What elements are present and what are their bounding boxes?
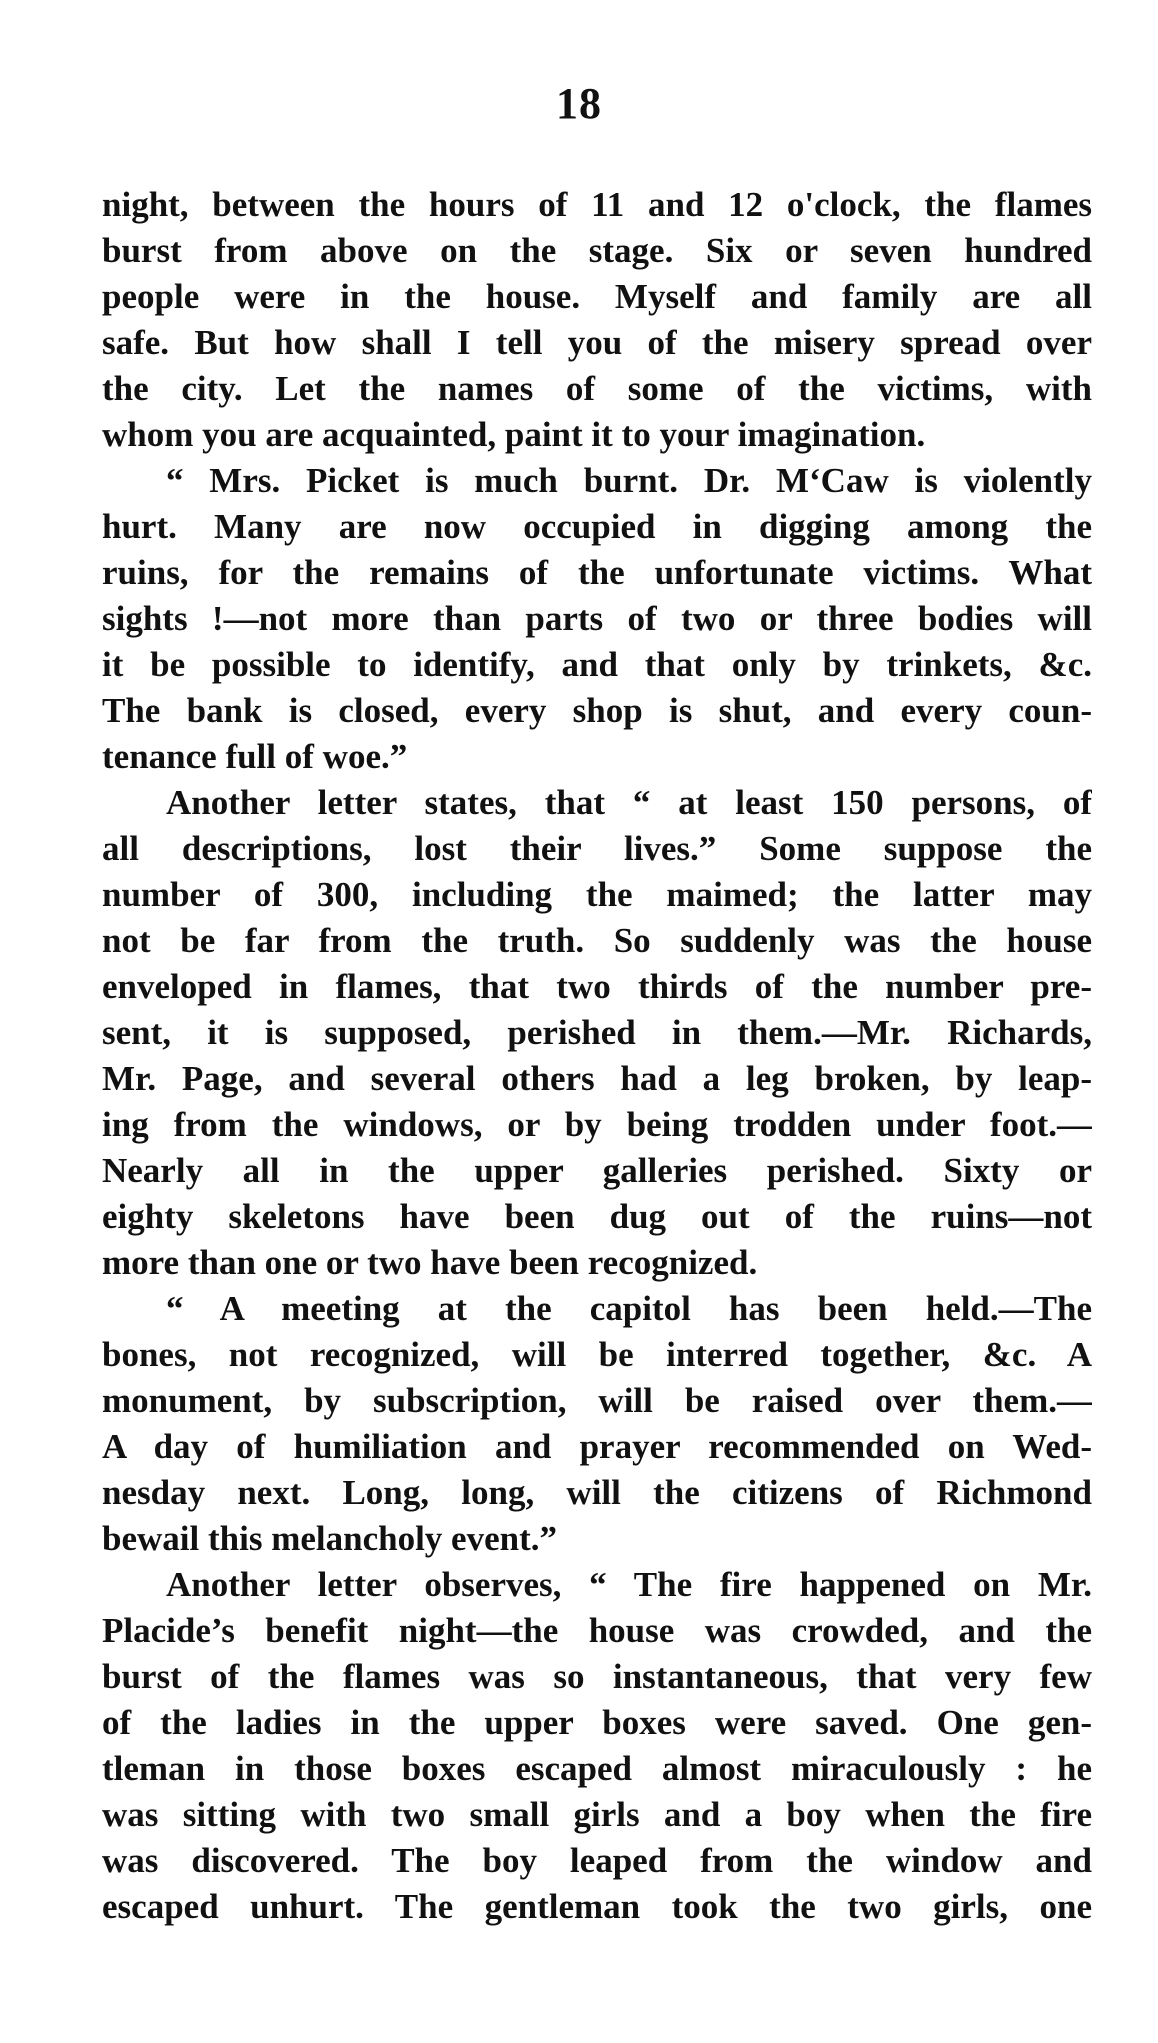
text-line: bones, not recognized, will be interred together, &c. A — [102, 1335, 1092, 1374]
body-text — [102, 182, 1092, 1930]
text-line: monument, by subscription, will be raised over them.— — [102, 1381, 1092, 1420]
text-line: burst of the flames was so instantaneous, that very few — [102, 1657, 1092, 1696]
text-line: not be far from the truth. So suddenly was the house — [102, 921, 1092, 960]
text-line: Nearly all in the upper galleries perished. Sixty or — [102, 1151, 1092, 1190]
text-line: Another letter observes, “ The fire happened on Mr. — [166, 1565, 1092, 1604]
text-line: sights !—not more than parts of two or three bodies will — [102, 599, 1092, 638]
text-line: The bank is closed, every shop is shut, and every coun- — [102, 691, 1092, 730]
text-line: A day of humiliation and prayer recommended on Wed- — [102, 1427, 1092, 1466]
text-line: safe. But how shall I tell you of the misery spread over — [102, 323, 1092, 362]
text-line: of the ladies in the upper boxes were saved. One gen- — [102, 1703, 1092, 1742]
text-line: burst from above on the stage. Six or seven hundred — [102, 231, 1092, 270]
text-line: bewail this melancholy event.” — [102, 1519, 557, 1558]
text-line: “ A meeting at the capitol has been held.—The — [166, 1289, 1092, 1328]
text-line: was sitting with two small girls and a boy when the fire — [102, 1795, 1092, 1834]
text-line: Placide’s benefit night—the house was crowded, and the — [102, 1611, 1092, 1650]
text-line: Mr. Page, and several others had a leg broken, by leap- — [102, 1059, 1092, 1098]
text-line: tleman in those boxes escaped almost miraculously : he — [102, 1749, 1092, 1788]
page-number: 18 — [556, 79, 602, 128]
text-line: the city. Let the names of some of the victims, with — [102, 369, 1092, 408]
text-line: it be possible to identify, and that only by trinkets, &c. — [102, 645, 1092, 684]
text-line: number of 300, including the maimed; the latter may — [102, 875, 1092, 914]
text-line: eighty skeletons have been dug out of the ruins—not — [102, 1197, 1092, 1236]
text-line: people were in the house. Myself and family are all — [102, 277, 1092, 316]
text-line: Another letter states, that “ at least 150 persons, of — [166, 783, 1092, 822]
text-line: escaped unhurt. The gentleman took the two girls, one — [102, 1887, 1092, 1926]
text-line: was discovered. The boy leaped from the window and — [102, 1841, 1092, 1880]
text-line: more than one or two have been recognized. — [102, 1243, 758, 1282]
text-line: all descriptions, lost their lives.” Some suppose the — [102, 829, 1092, 868]
text-line: ruins, for the remains of the unfortunate victims. What — [102, 553, 1092, 592]
text-line: night, between the hours of 11 and 12 o'clock, the flames — [102, 185, 1092, 224]
text-line: tenance full of woe.” — [102, 737, 408, 776]
text-line: sent, it is supposed, perished in them.—Mr. Richards, — [102, 1013, 1092, 1052]
text-line: enveloped in flames, that two thirds of the number pre- — [102, 967, 1092, 1006]
text-line: nesday next. Long, long, will the citizens of Richmond — [102, 1473, 1092, 1512]
text-line: hurt. Many are now occupied in digging among the — [102, 507, 1092, 546]
text-line: ing from the windows, or by being trodden under foot.— — [102, 1105, 1092, 1144]
text-line: whom you are acquainted, paint it to your imagination. — [102, 415, 926, 454]
text-line: “ Mrs. Picket is much burnt. Dr. M‘Caw is violently — [166, 461, 1092, 500]
